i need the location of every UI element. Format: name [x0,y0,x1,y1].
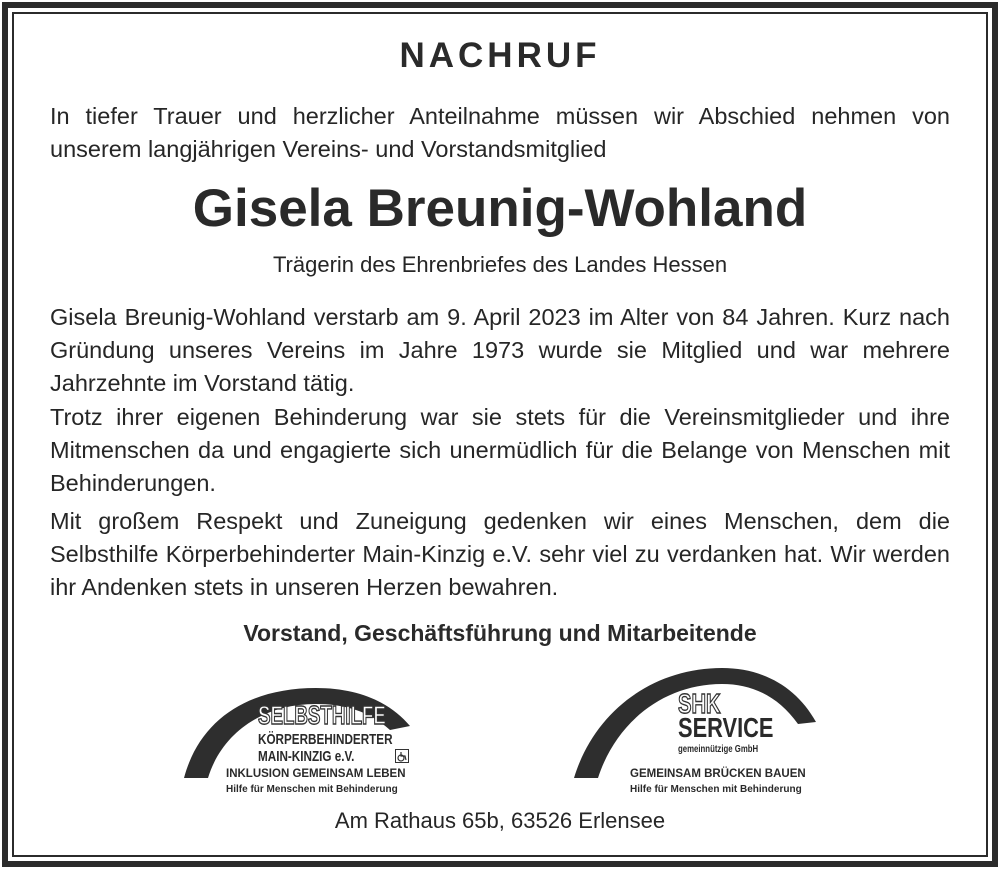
address: Am Rathaus 65b, 63526 Erlensee [334,808,666,833]
logo2-tagline: Hilfe für Menschen mit Behinderung [630,784,802,795]
paragraph-2: Trotz ihrer eigenen Behinderung war sie stets für die Vereinsmitglieder und ihre Mitmenschen da und engagierte sich unermüdlich für die Belange von Menschen mit Behinderungen. [50,404,950,496]
logo1-word: SELBSTHILFE [258,700,386,730]
honor-line: Trägerin des Ehrenbriefes des Landes Hessen [272,252,728,277]
signers: Vorstand, Geschäftsführung und Mitarbeitende [243,620,757,646]
wheelchair-icon [395,749,409,763]
logo1-tagline: Hilfe für Menschen mit Behinderung [226,784,398,795]
selbsthilfe-logo [178,660,438,800]
deceased-name: Gisela Breunig-Wohland [192,179,808,238]
logo1-line1: KÖRPERBEHINDERTER [258,731,393,748]
logo1-slogan: INKLUSION GEMEINSAM LEBEN [226,768,406,780]
intro-text: In tiefer Trauer und herzlicher Anteilnahme müssen wir Abschied nehmen von unserem langjährigen Vereins- und Vorstandsmitglied [50,103,950,162]
shk-service-logo [572,660,832,800]
logo1-line2: MAIN-KINZIG e.V. [258,748,355,765]
logo2-slogan: GEMEINSAM BRÜCKEN BAUEN [630,768,806,780]
paragraph-3: Mit großem Respekt und Zuneigung gedenken wir eines Menschen, dem die Selbsthilfe Körperbehinderter Main-Kinzig e.V. sehr viel zu verdanken hat. Wir werden ihr Andenken stets in unseren Herzen bewahren. [50,508,950,600]
logo2-line1: SERVICE [678,712,774,743]
paragraph-1: Gisela Breunig-Wohland verstarb am 9. April 2023 im Alter von 84 Jahren. Kurz nach Gründung unseres Vereins im Jahre 1973 wurde sie Mitglied und war mehrere Jahrzehnte im Vorstand tätig. [50,304,950,396]
logo2-word: SHK [678,688,721,719]
logo2-line2: gemeinnützige GmbH [678,744,759,755]
heading: NACHRUF [399,36,601,75]
